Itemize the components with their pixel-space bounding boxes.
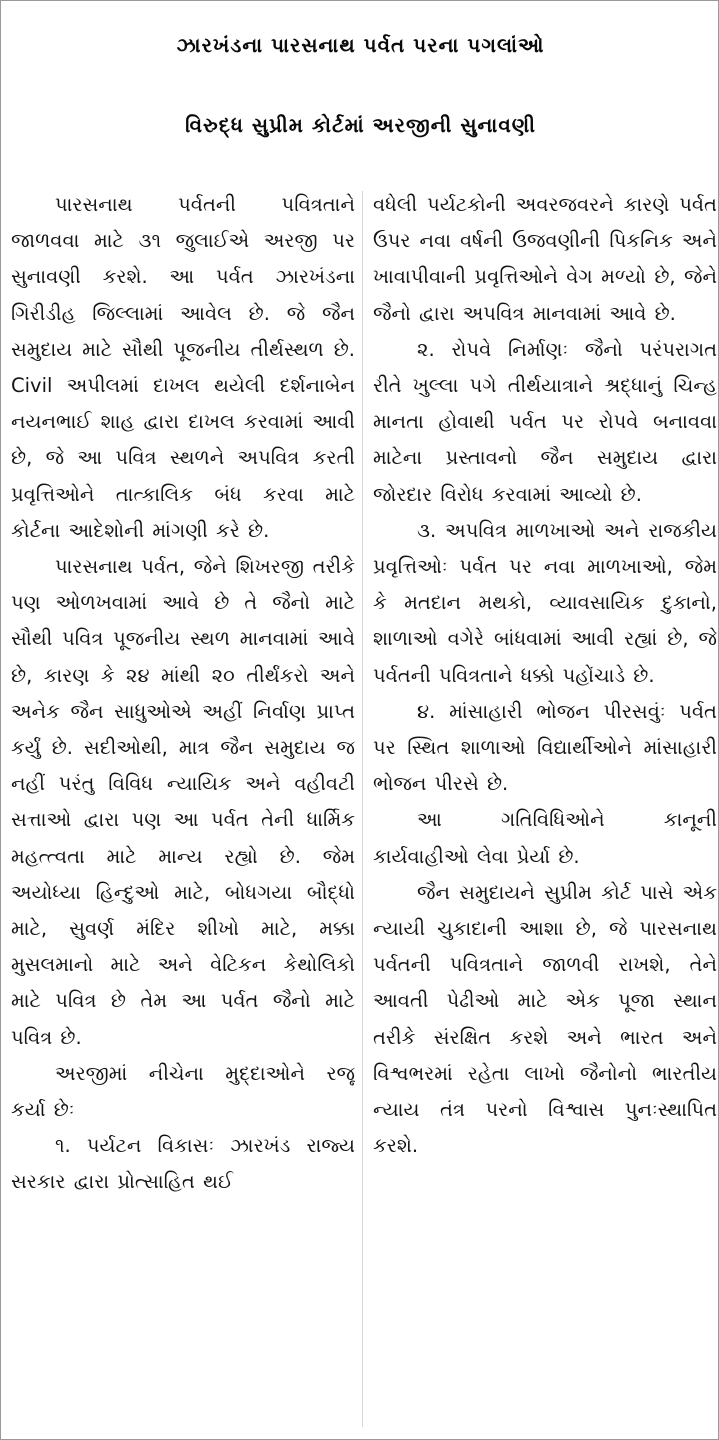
- headline-line-1: ઝારખંડના પારસનાથ પર્વત પરના પગલાંઓ: [176, 33, 545, 57]
- paragraph-intro: પારસનાથ પર્વતની પવિત્રતાને જાળવવા માટે ૩૧ જુલાઈએ અરજી પર સુનાવણી કરશે. આ પર્વત ઝારખંડના ગિરીડીહ જિલ્લામાં આવેલ છે. જે જૈન સમુદાય માટે સૌથી પૂજનીય તીર્થસ્થળ છે. Civil અપીલમાં દાખલ થયેલી દર્શનાબેન નયનભાઈ શાહ દ્વારા દાખલ કરવામાં આવી છે, જે આ પવિત્ર સ્થળને અપવિત્ર કરતી પ્રવૃત્તિઓને તાત્કાલિક બંધ કરવા માટે કોર્ટના આદેશોની માંગણી કરે છે.: [11, 193, 355, 542]
- right-column: [373, 187, 717, 1432]
- paragraph-legal-action: આ ગતિવિધિઓને કાનૂની કાર્યવાહીઓ લેવા પ્રેર્યા છે.: [373, 808, 717, 868]
- paragraph-point-2-ropeway: ૨. રોપવે નિર્માણઃ જૈનો પરંપરાગત રીતે ખુલ્લા પગે તીર્થયાત્રાને શ્રદ્ધાનું ચિન્હ માનતા હોવાથી પર્વત પર રોપવે બનાવવા માટેના પ્રસ્તાવનો જૈન સમુદાય દ્વારા જોરદાર વિરોધ કરવામાં આવ્યો છે.: [373, 337, 717, 506]
- paragraph-point-1-continued: વધેલી પર્યટકોની અવરજવરને કારણે પર્વત ઉપર નવા વર્ષની ઉજવણીની પિકનિક અને ખાવાપીવાની પ્રવૃત્તિઓને વેગ મળ્યો છે, જેને જૈનો દ્વારા અપવિત્ર માનવામાં આવે છે.: [373, 193, 717, 325]
- paragraph-points-intro: અરજીમાં નીચેના મુદ્દાઓને રજૂ કર્યા છેઃ: [11, 1061, 355, 1122]
- paragraph-conclusion: જૈન સમુદાયને સુપ્રીમ કોર્ટ પાસે એક ન્યાયી ચુકાદાની આશા છે, જે પારસનાથ પર્વતની પવિત્રતાને જાળવી રાખશે, તેને આવતી પેઢીઓ માટે એક પૂજા સ્થાન તરીકે સંરક્ષિત કરશે અને ભારત અને વિશ્વભરમાં રહેતા લાખો જૈનોનો ભારતીય ન્યાય તંત્ર પરનો વિશ્વાસ પુનઃસ્થાપિત કરશે.: [373, 880, 717, 1158]
- column-divider: [362, 191, 363, 1427]
- paragraph-point-1-start: ૧. પર્યટન વિકાસઃ ઝારખંડ રાજ્ય સરકાર દ્વારા પ્રોત્સાહિત થઈ: [11, 1134, 355, 1194]
- paragraph-point-3-structures: ૩. અપવિત્ર માળખાઓ અને રાજકીય પ્રવૃત્તિઓઃ પર્વત પર નવા માળખાઓ, જેમ કે મતદાન મથકો, વ્યાવસાયિક દુકાનો, શાળાઓ વગેરે બાંધવામાં આવી રહ્યાં છે, જે પર્વતની પવિત્રતાને ધક્કો પહોંચાડે છે.: [373, 518, 717, 687]
- paragraph-significance: પારસનાથ પર્વત, જેને શિખરજી તરીકે પણ ઓળખવામાં આવે છે તે જૈનો માટે સૌથી પવિત્ર પૂજનીય સ્થળ માનવામાં આવે છે, કારણ કે ૨૪ માંથી ૨૦ તીર્થંકરો અને અનેક જૈન સાધુઓએ અહીં નિર્વાણ પ્રાપ્ત કર્યું છે. સદીઓથી, માત્ર જૈન સમુદાય જ નહીં પરંતુ વિવિધ ન્યાયિક અને વહીવટી સત્તાઓ દ્વારા પણ આ પર્વત તેની ધાર્મિક મહત્ત્વતા માટે માન્ય રહ્યો છે. જેમ અયોધ્યા હિન્દુઓ માટે, બોધગયા બૌદ્ધો માટે, સુવર્ણ મંદિર શીખો માટે, મક્કા મુસલમાનો માટે અને વેટિકન કેથોલિકો માટે પવિત્ર છે તેમ આ પર્વત જૈનો માટે પવિત્ર છે.: [11, 555, 355, 1049]
- left-column: [11, 187, 355, 1432]
- paragraph-point-4-food: ૪. માંસાહારી ભોજન પીરસવુંઃ પર્વત પર સ્થિત શાળાઓ વિદ્યાર્થીઓને માંસાહારી ભોજન પીરસે છે.: [373, 699, 717, 796]
- headline-line-2: વિરુદ્ધ સુપ્રીમ કોર્ટમાં અરજીની સુનાવણી: [185, 113, 536, 137]
